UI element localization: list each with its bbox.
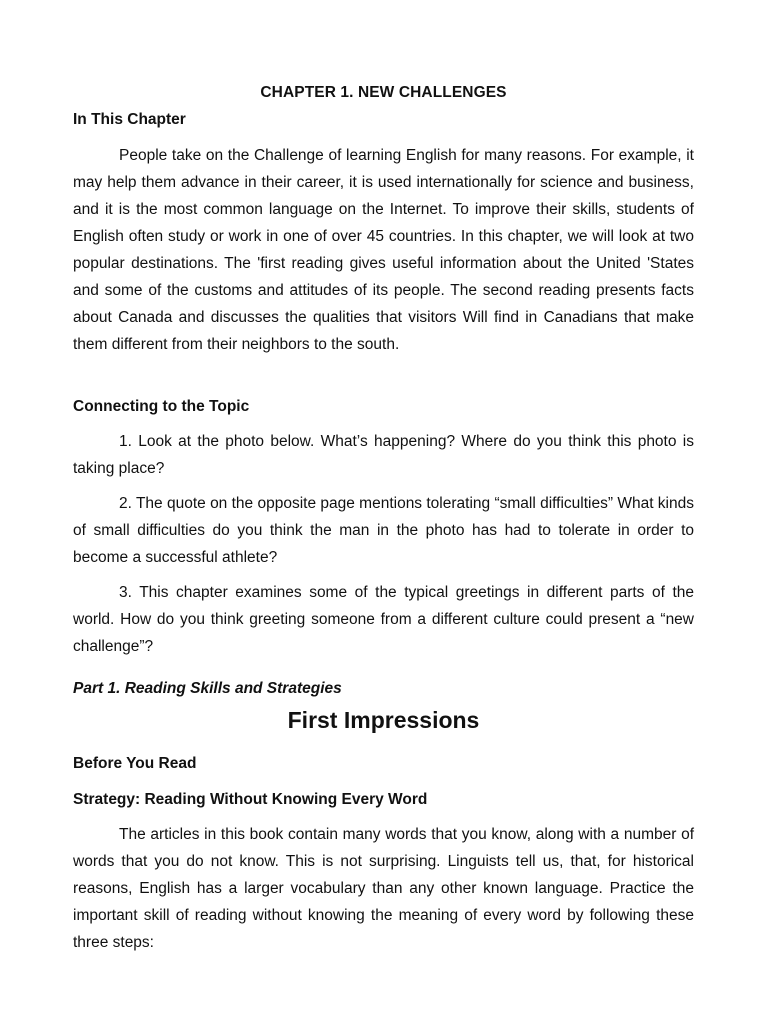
strategy-paragraph: The articles in this book contain many words that you know, along with a number of words that you do not know. This is not surprising. Linguists tell us, that, for historical reasons, English has a larger vocabulary than any other known language. Practice the important skill of reading without knowing the meaning of every word by following these three steps: bbox=[73, 826, 694, 951]
question-item-1: 1. Look at the photo below. What’s happening? Where do you think this photo is taking place? bbox=[73, 433, 694, 477]
in-this-chapter-heading: In This Chapter bbox=[73, 111, 186, 128]
strategy-heading: Strategy: Reading Without Knowing Every Word bbox=[73, 791, 428, 808]
before-you-read-heading: Before You Read bbox=[73, 755, 197, 772]
question-item-3: 3. This chapter examines some of the typical greetings in different parts of the world. How do you think greeting someone from a different culture could present a “new challenge”? bbox=[73, 584, 694, 655]
question-item-2: 2. The quote on the opposite page mentions tolerating “small difficulties” What kinds of small difficulties do you think the man in the photo has had to tolerate in order to become a successful athlete? bbox=[73, 495, 694, 566]
main-title: First Impressions bbox=[287, 707, 480, 733]
intro-paragraph: People take on the Challenge of learning English for many reasons. For example, it may help them advance in their career, it is used internationally for science and business, and it is the most common language on the Internet. To improve their skills, students of English often study or work in one of over 45 countries. In this chapter, we will look at two popular destinations. The 'first reading gives useful information about the United 'States and some of the customs and attitudes of its people. The second reading presents facts about Canada and discusses the qualities that visitors Will find in Canadians that make them different from their neighbors to the south. bbox=[73, 147, 694, 353]
part-title: Part 1. Reading Skills and Strategies bbox=[73, 680, 342, 697]
chapter-title: CHAPTER 1. NEW CHALLENGES bbox=[260, 84, 507, 101]
connecting-heading: Connecting to the Topic bbox=[73, 398, 250, 415]
